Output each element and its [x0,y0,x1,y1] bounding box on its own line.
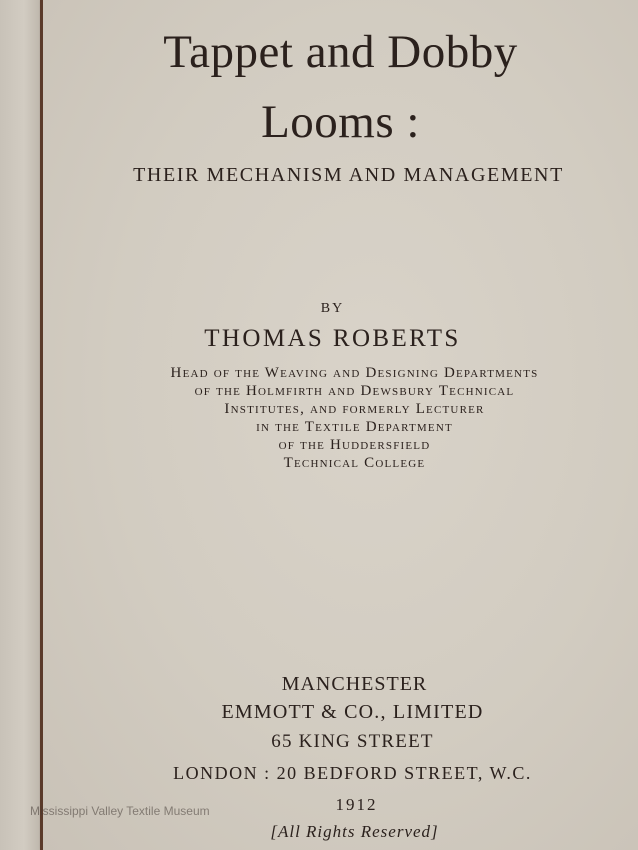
book-subtitle: THEIR MECHANISM AND MANAGEMENT [133,164,564,186]
facing-page [0,0,40,850]
book-title-line-1: Tappet and Dobby [163,26,518,78]
imprint-city: MANCHESTER [281,673,428,695]
title-page [43,0,638,850]
museum-watermark: Mississippi Valley Textile Museum [30,804,210,818]
author-description-line: Head of the Weaving and Designing Departments [170,365,539,381]
rights-notice: [All Rights Reserved] [270,822,439,841]
author-description-line: of the Huddersfield [278,437,431,453]
author-description-line: Technical College [283,455,426,471]
author-description-line: in the Textile Department [256,419,453,435]
author-name: THOMAS ROBERTS [204,325,461,352]
imprint-street: 65 KING STREET [271,731,434,752]
publication-year: 1912 [335,795,378,814]
imprint-london-address: LONDON : 20 BEDFORD STREET, W.C. [173,763,532,783]
author-description-line: Institutes, and formerly Lecturer [224,401,485,417]
author-description-line: of the Holmfirth and Dewsbury Technical [194,383,515,399]
book-title-line-2: Looms : [261,96,420,148]
by-label: BY [320,301,345,316]
imprint-publisher: EMMOTT & CO., LIMITED [221,701,484,723]
